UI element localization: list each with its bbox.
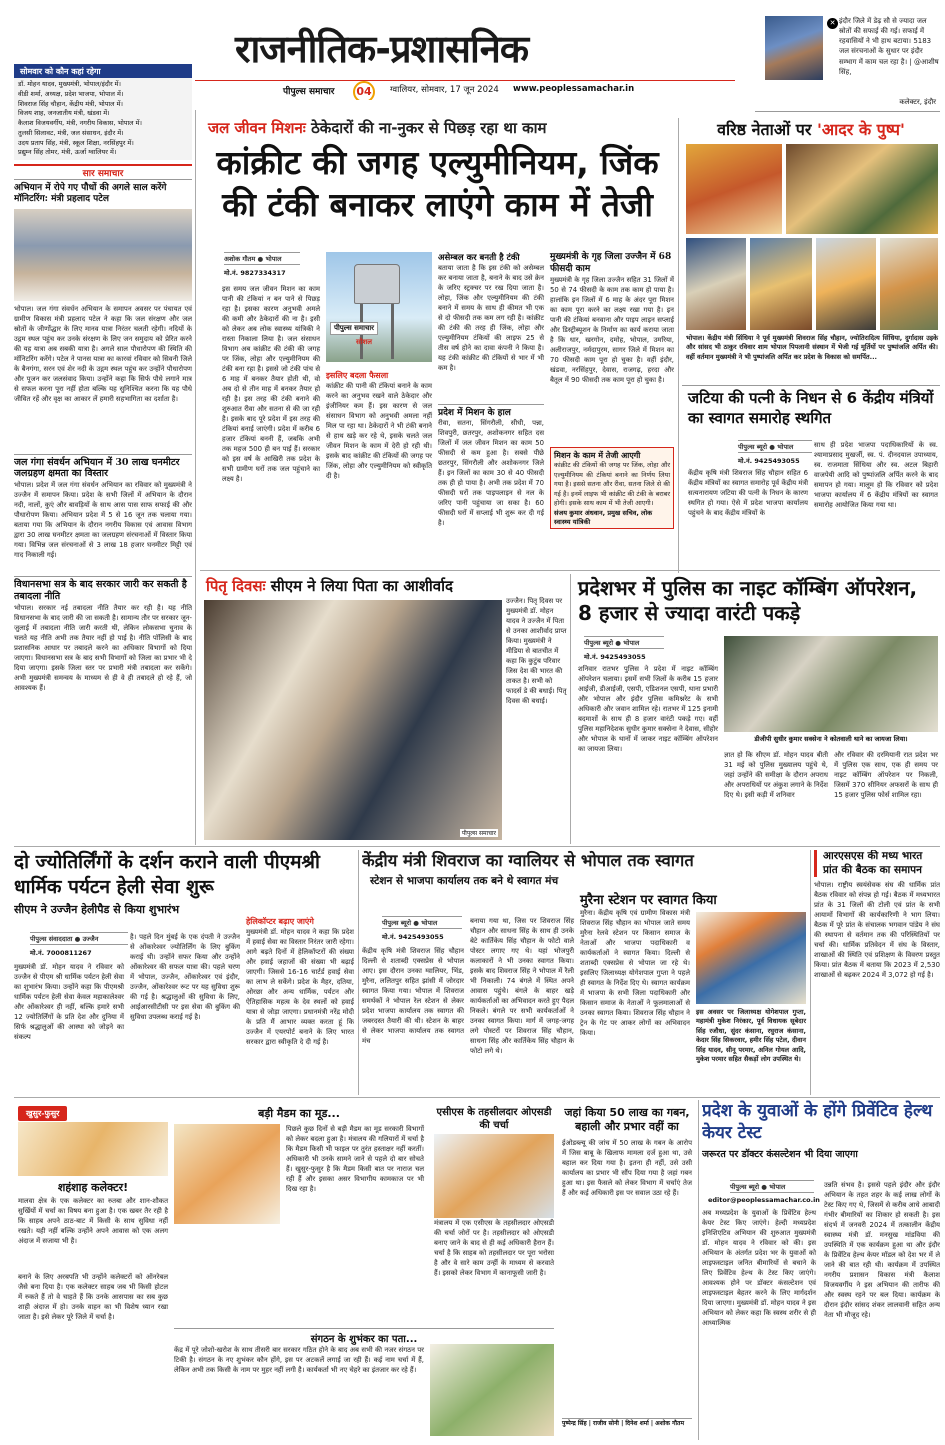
s2-headline: एसीएस के तहसीलदार ओएसडी की चर्चा: [436, 1107, 552, 1131]
shivraj-headline: केंद्रीय मंत्री शिवराज का ग्वालियर से भोपाल तक स्वागत: [362, 851, 694, 870]
shivraj-body-1: केंद्रीय कृषि मंत्री शिवराज सिंह चौहान दिल्ली से शताब्दी एक्सप्रेस से भोपाल आए। इस दौरान उनका ग्वालियर, भिंड, मुरैना, ललितपुर सहित झांसी में जोरदार स्वागत किया गया। भोपाल में शिवराज समर्थकों ने भोपाल रेल स्टेशन से लेकर प्रदेश भाजपा कार्यालय तक स्वागत की जबरदस्त तैयारी की थी। स्टेशन के बाहर से लेकर भाजपा कार्यालय तक स्वागत मंच: [362, 947, 464, 1045]
byline-city: भोपाल: [421, 919, 438, 927]
list-item: डॉ. मोहन यादव, मुख्यमंत्री, भोपाल/इंदौर में।: [18, 80, 122, 88]
byline-name: अशोक गौतम: [224, 255, 256, 263]
pitru-kicker: पितृ दिवसः: [206, 577, 266, 595]
jatiya-story: [682, 385, 940, 573]
shivraj-sub2-headline: मुरैना स्टेशन पर स्वागत किया: [580, 893, 717, 908]
brief2-headline: जल गंगा संवर्धन अभियान में 30 लाख घनमीटर जलग्रहण क्षमता का विस्तार: [14, 454, 192, 481]
sub2-headline: असेम्बल कर बनती है टंकी: [438, 253, 520, 263]
ujjain-quote-box: [550, 447, 674, 529]
shivraj-caption: इस अवसर पर जिलाध्यक्ष योगेशपाल गुप्ता, महामंत्री मुकेश निरंकार, पूर्व विधायक सूबेदार सिंह रजौधा, सुंदर कंसाना, रघुराज कंसाना, केदार सिंह सिकरवार, हमीर सिंह पटेल, दीवान सिंह यादव, सीनू परमार, अनिल गोयल आदि, मुकेश परमार सहित सैकड़ों लोग उपस्थित थे।: [696, 1008, 806, 1064]
health-story: [702, 1100, 940, 1440]
s1-body: पिछले कुछ दिनों से बड़ी मैडम का मूड सरकारी विभागों को लेकर बदला हुआ है। मंत्रालय की गलियारों में चर्चा है कि मैडम किसी भी फाइल पर तुरंत हस्ताक्षर नहीं करतीं। अधिकारी भी उनके सामने जाने से पहले दो बार सोचते हैं। खुसुर-फुसुर है कि मैडम किसी बात पर नाराज चल रही हैं और इसका असर विभागीय कामकाज पर भी दिख रहा है।: [286, 1125, 424, 1193]
senior-title-a: वरिष्ठ नेताओं पर: [717, 120, 812, 139]
byline-name: पीपुल्स ब्यूरो: [584, 639, 614, 647]
tank-photo: [326, 252, 432, 362]
divider: [698, 1100, 699, 1440]
jatiya-body-2: साथ ही प्रदेश भाजपा पदाधिकारियों के स्व. श्यामाप्रसाद मुखर्जी, स्व. पं. दीनदयाल उपाध्याय, स्व. राजमाता सिंधिया और स्व. अटल बिहारी वाजपेयी आदि को पुष्पांजलि अर्पित करने के बाद समापन हो गया। मालूम हो कि रविवार को प्रदेश भाजपा कार्यालय में 6 केंद्रीय मंत्रियों का स्वागत समारोह आयोजित किया गया था।: [814, 441, 938, 509]
list-item: कैलाश विजयवर्गीय, मंत्री, नगरीय विकास, भोपाल में।: [18, 119, 143, 127]
lead-sub3: [438, 404, 544, 563]
gossip-s1: [174, 1106, 424, 1193]
senior-photo-3: [686, 238, 746, 330]
heli-byline: पीपुल्स संवाददाता ● उज्जैन: [30, 932, 128, 945]
divider: [200, 570, 940, 571]
senior-photo-2: [786, 144, 938, 234]
police-story: [574, 574, 940, 844]
gossip-banner: खुसुर-फुसुर: [18, 1106, 67, 1121]
gossip-s2: [434, 1106, 554, 1318]
sub2-body: बताया जाता है कि इस टंकी को असेम्बल कर बनाया जाता है, बनाने के बाद उसे क्रेन के जरिए स्ट्रक्चर पर रख दिया जाता है। लोहा, जिंक और एल्युमीनियम की टंकी बनाने में समय के साथ ही कीमत भी एक से दो फीसदी तक कम लग रही है। कांक्रीट की टंकी की तरह ही जिंक, लोहा और एल्युमीनियम टंकियों की लाइफ 25 से तीस वर्ष होने का दावा कंपनी ने किया है। यह टंकी कांक्रीट की टंकियों से भार में भी कम है।: [438, 264, 544, 372]
ujjain-quote-by: संजय कुमार अंधवान, प्रमुख सचिव, लोक स्वास्थ्य यांत्रिकी: [554, 509, 653, 527]
ujjain-box: [550, 252, 674, 529]
heli-story: [14, 850, 354, 1095]
shivraj-story: [362, 850, 808, 1095]
health-body-1: अब मध्यप्रदेश के युवाओं के प्रिवेंटिव हेल्थ केयर टेस्ट किए जाएंगे। हेल्दी मध्यप्रदेश इनिशिएटिव अभियान की शुरुआत मुख्यमंत्री डॉ. मोहन यादव ने रविवार को की। इस अभियान के अंतर्गत प्रदेश भर के युवाओं को लाइफस्टाइल जनित बीमारियों से बचाने के लिए प्रिवेंटिव हेल्थ के टेस्ट किए जाएंगे। आवश्यक होने पर डॉक्टर कंसल्टेशन एवं लाइफस्टाइल बेहतर करने के लिए मार्गदर्शन दिया जाएगा। मुख्यमंत्री डॉ. मोहन यादव ने इस अभियान को लेकर कहा कि स्वस्थ शरीर से ही आध्यात्मिक: [702, 1209, 816, 1327]
s2-cartoon: [434, 1134, 554, 1218]
divider: [14, 1097, 940, 1098]
byline-name: पीपुल्स संवाददाता: [30, 935, 73, 943]
gossip-credits: पुष्पेन्द्र सिंह | राजीव सोनी | दिनेश शर्मा | अशोक गौतम: [562, 1418, 692, 1427]
brief1-photo: [14, 209, 192, 301]
shivraj-subhead: स्टेशन से भाजपा कार्यालय तक बने थे स्वागत मंच: [370, 875, 559, 888]
senior-title-b: 'आदर के पुष्प': [816, 120, 905, 139]
byline-city: भोपाल: [777, 443, 794, 451]
police-headline: प्रदेशभर में पुलिस का नाइट कॉम्बिंग ऑपरेशन, 8 हजार से ज्यादा वारंटी पकड़े: [578, 576, 918, 625]
health-body-2: उन्नति संभव है। इससे पहले इंदौर और इंदौर अभियान के तहत शहर के कई लाख लोगों के टेस्ट किए गए थे, जिसमें से करीब आधे आबादी गंभीर बीमारियों का शिकार हो सकती है। इस संदर्भ में जनवरी 2024 में तत्कालीन केंद्रीय स्वास्थ्य मंत्री डॉ. मनसुख मांडविया की उपस्थिति में एक कार्यक्रम हुआ था और इंदौर के प्रिवेंटिव हेल्थ केयर मॉडल को देश भर में ले जाने की बात रही थी। कार्यक्रम में उपस्थित नगरीय प्रशासन विकास मंत्री कैलाश विजयवर्गीय ने इस अभियान की तारीफ की और स्वस्थ रहने पर बल दिया। कार्यक्रम के दौरान इंदौर सांसद शंकर लालवानी सहित अन्य नेता भी मौजूद रहे।: [824, 1181, 940, 1319]
police-byline: पीपुल्स ब्यूरो ● भोपाल: [584, 636, 664, 649]
ujjain-body: मुख्यमंत्री के गृह जिला उज्जैन सहित 31 जिलों में 50 से 74 फीसदी के काम तक काम हो पाया है। हालांकि इन जिलों में 6 माह के अंदर पूरा मिशन का काम पूरा करने का लक्ष्य रखा गया है। इन पानी की टंकियां बनवाना और पाइप लाइन सप्लाई और डिस्ट्रीब्यूशन के निर्माण का कार्य कराया जाता है कि धार, खरगोन, दमोह, भोपाल, उमरिया, अलीराजपुर, नर्मदापुरम, सागर जिले में मिशन का 70 फीसदी काम पूरा हो चुका है। वहीं इंदौर, खंडवा, नरसिंहपुर, देवास, राजगढ़, हरदा और बैतूल में 90 फीसदी तक काम पूरा हो चुका है।: [550, 276, 674, 385]
gossip-body: बनाने के लिए अरबपति भी उन्होंने कलेक्टरों को ऑनरेबल जैसे बना दिया है। एक कलेक्टर साहब जब भी किसी होटल में रुकते हैं तो वे चाहते हैं कि उनके आसपास का सब कुछ शाही अंदाज में हो। उनके वाहन का भी विशेष ध्यान रखा जाता है। इसे लेकर पूरे जिले में चर्चा है।: [18, 1273, 168, 1321]
senior-photo-6: [880, 238, 938, 330]
dateline: ग्वालियर, सोमवार, 17 जून 2024: [390, 85, 499, 95]
s4-headline: संगठन के शुभंकर का पता...: [174, 1328, 554, 1345]
shivraj-photo: [696, 912, 806, 1004]
divider: [195, 110, 196, 845]
lead-byline: अशोक गौतम ● भोपाल: [224, 252, 300, 265]
section-title: राजनीतिक-प्रशासनिक: [235, 27, 529, 71]
senior-leaders: [682, 118, 940, 380]
shivraj-sub2: [580, 890, 806, 1064]
senior-photo-4: [750, 238, 812, 330]
indore-text: इंदौर जिले में डेढ़ सौ से ज्यादा जल स्रोतों की सफाई की गई। सफाई में रहवासियों ने भी हाथ बटाया। 5183 जल संरचनाओं के सुधार पर इंदौर सम्भाग में काम चल रहा है। | @आशीष सिंह,: [839, 17, 939, 76]
rss-story: [814, 850, 940, 1095]
saar-title: सार समाचार: [14, 164, 192, 180]
lead-kicker-row: [200, 118, 675, 138]
gossip-intro: मालवा क्षेत्र के एक कलेक्टर का रुतबा और शान-शौकत सुर्खियों में चर्चा का विषय बना हुआ है। एक खबर तैर रही है कि साहब अपने ठाठ-बाट में किसी के साथ सुविधा नहीं रखते। यही नहीं बल्कि उन्होंने अपने आवास को एक अलग अंदाज में सजाया भी है।: [18, 1197, 168, 1245]
health-headline: प्रदेश के युवाओं के होंगे प्रिवेंटिव हेल्थ केयर टेस्ट: [702, 1101, 933, 1144]
shivraj-sub2-body: मुरैना। केंद्रीय कृषि एवं ग्रामीण विकास मंत्री शिवराज सिंह चौहान का भोपाल जाते समय मुरैना रेलवे स्टेशन पर किसान समाज के नेताओं और भाजपा पदाधिकारी व कार्यकर्ताओं ने स्वागत किया। दिल्ली से शताब्दी एक्सप्रेस से भोपाल जा रहे थे। इसलिए जिलाध्यक्ष योगेशपाल गुप्ता ने पहले ही स्वागत के निर्देश दिए थे। स्वागत कार्यक्रम में भाजपा के सभी जिला पदाधिकारी और किसान समाज के नेताओं ने फूलमालाओं से उनका स्वागत किया। शिवराज सिंह चौहान ने ट्रेन के गेट पर आकर लोगों का अभिवादन किया।: [580, 909, 690, 1037]
senior-title: [682, 118, 940, 140]
paper-name: पीपुल्स समाचार: [283, 87, 335, 97]
gossip-s4: [174, 1328, 554, 1429]
health-byline: पीपुल्स ब्यूरो ● भोपाल: [730, 1180, 814, 1193]
heli-sub2-headline: हेलिकॉप्टर बढ़ाए जाएंगे: [246, 917, 314, 926]
brief3-headline: विधानसभा सत्र के बाद सरकार जारी कर सकती है तबादला नीति: [14, 576, 192, 603]
senior-photo-5: [816, 238, 876, 330]
police-body-3: और रविवार की दरमियानी रात प्रदेश भर में पुलिस एक साथ, एक ही समय पर नाइट कॉम्बिंग ऑपरेशन पर निकली, जिसमें 370 सीनियर अफसरों के साथ ही 15 हजार पुलिस फोर्स शामिल रहा।: [834, 751, 938, 799]
brief3-body: भोपाल। सरकार नई तबादला नीति तैयार कर रही है। यह नीति विधानसभा के बाद जारी की जा सकती है। सामान्य तौर पर सरकार जून-जुलाई में तबादला नीति जारी करती थी, लेकिन लोकसभा चुनाव के चलते यह नीति अभी तक तैयार नहीं हो पाई है। नीति पॉलिसी के बाद प्रशासनिक आधार पर तबादले करने का अधिकार विभागों को दिया जाएगा। विधानसभा सत्र के बाद सभी विभागों को जिला का प्रभार भी दे दिया जाएगा। इसके जिला स्तर पर प्रभारी मंत्री तबादला कर सकेंगे। अभी मुख्यमंत्री समन्वय के माध्यम से ही वे ही तबादले हो रहे हैं, जो आवश्यक हैं।: [14, 604, 192, 692]
brief1-body: भोपाल। जल गंगा संवर्धन अभियान के समापन अवसर पर पंचायत एवं ग्रामीण विकास मंत्री प्रहलाद पटेल ने कहा कि जल संरक्षण और जल स्रोतों के जीर्णोद्धार के लिए मानव यात्रा निरंतर चलती रहेगी। नदियों के उद्गम स्थल पहुंच कर उनके संरक्षण के लिए जन समुदाय को प्रेरित करने की यह यात्रा अब सबकी यात्रा है। अगले साल पौधारोपण की स्थिति की मॉनिटरिंग करेंगे। पटेल ने पानस यात्रा का कारवां रविवार को सिवनी जिले के बैनगंगा, सरन एवं शेर नदी के उद्गम स्थल पहुंच कर उन्होंने पौधारोपण और पूजन कर जलसंवाद किया। उन्होंने कहा कि सिर्फ पौधे लगाने मात्र से सफल करना पूरा नहीं होता बल्कि यह सुनिश्चित करना कि यह पौधे जीवित रहें और वृक्ष का आकार लें हमारी सहभागिता का दर्शाता है।: [14, 304, 192, 403]
divider: [678, 118, 679, 573]
lead-sub1: [326, 370, 432, 561]
shivraj-byline: पीपुल्स ब्यूरो ● भोपाल: [382, 916, 462, 929]
health-subhead: जरूरत पर डॉक्टर कंसल्टेशन भी दिया जाएगा: [702, 1149, 858, 1161]
list-item: तुलसी सिलावट, मंत्री, जल संसाधन, इंदौर में।: [18, 128, 124, 137]
lead-body: इस समय जल जीवन मिशन का काम पानी की टंकियां न बन पाने से पिछड़ रहा है। इसका कारण अनुभवी अमले की कमी और ठेकेदारों की ना है। इसी को लेकर अब लोक स्वास्थ्य यांत्रिकी ने रास्ता निकाला लिया है। जल संसाधन विभाग अब कांक्रीट की टंकी की जगह पर जिंक, लोहा और एल्युमीनियम की टंकी बना रहा है। इससे जो टंकी पांच से 6 माह में बनकर तैयार होती थी, वो अब दो से तीन माह में बनकर तैयार हो रही है। इस तरह की टंकी बनाने की शुरुआत रीवा और सतना से की जा रही है। इसके बाद पूरे प्रदेश में इस तरह की टंकियां बनाई जाएंगी। प्रदेश में करीब 6 हजार टंकियां बननी हैं, जबकि अभी तक महज 500 ही बन पाई हैं। सरकार को इस वर्ष के आखिरी तक प्रदेश के सभी ग्रामीण घरों तक जल पहुंचाने का लक्ष्य है।: [222, 285, 320, 483]
indore-collector-box: [755, 14, 940, 112]
pitru-side-text: उज्जैन। पितृ दिवस पर मुख्यमंत्री डॉ. मोहन यादव ने उज्जैन में पिता से उनका आशीर्वाद प्राप्त किया। मुख्यमंत्री ने मीडिया से बातचीत में कहा कि कुटुंब परिवार जिस देश की भारत की ताकत है। सभी को फादर्स डे की बधाई। पितृ दिवस की बधाई।: [506, 597, 567, 705]
s1-cartoon: [174, 1124, 280, 1224]
sub1-body: कांक्रीट की पानी की टंकियां बनाने के काम करने का अनुभव रखने वाले ठेकेदार और इंजीनियर कम हैं। इस कारण से जल संसाधन विभाग को अनुभवी अमला नहीं मिल पा रहा था। ठेकेदारों ने भी टंकी बनाने से हाथ खड़े कर रहे थे, इसके चलते जल जीवन मिशन के काम में देरी हो रही थी। इसके बाद कांक्रीट की टंकियों की जगह पर जिंक, लोहा और एल्युमीनियम को स्वीकृति दी है।: [326, 382, 432, 480]
gossip-cartoon-1: [18, 1122, 168, 1176]
heli-body-2: है। पहले दिन मुंबई के एक दंपती ने उज्जैन से ओंकारेश्वर ज्योतिर्लिंग के लिए बुकिंग कराई थी। उन्होंने सफर किया और उन्होंने ओंकारेश्वर की सफल यात्रा की। पहले चरण में भोपाल, उज्जैन, ओंकारेश्वर एवं इंदौर, उज्जैन, ओंकारेश्वर रूट पर यह सुविधा शुरू की गई है। श्रद्धालुओं की सुविधा के लिए, आईआरसीटीसी पर इस सेवा की बुकिंग की सुविधा उपलब्ध कराई गई है।: [130, 933, 240, 1021]
lead-kicker-rest: ठेकेदारों की ना-नुकर से पिछड़ रहा था काम: [311, 119, 547, 137]
pitru-headline: सीएम ने लिया पिता का आशीर्वाद: [270, 577, 453, 595]
indore-designation: कलेक्टर, इंदौर: [899, 98, 936, 106]
gossip-title: शहंशाह कलेक्टर!: [57, 1181, 129, 1194]
pitru-headline-row: [200, 574, 570, 598]
byline-name: पीपुल्स ब्यूरो: [382, 919, 412, 927]
tank-shape: [354, 264, 400, 304]
byline-name: पीपुल्स ब्यूरो: [738, 443, 768, 451]
divider: [14, 846, 940, 847]
byline-name: पीपुल्स ब्यूरो: [730, 1183, 760, 1191]
gossip-s3: [562, 1106, 692, 1364]
divider: [570, 574, 571, 844]
left-sidebar: [14, 64, 192, 842]
x-icon: ✕: [827, 18, 838, 29]
s2-body: मंत्रालय में एक एसीएस के तहसीलदार ओएसडी की चर्चा जोरों पर है। तहसीलदार को ओएसडी बनाए जाने के बाद से ही कई अधिकारी हैरान हैं। चर्चा है कि साहब को तहसीलदार पर पूरा भरोसा है और वे सारे काम उन्हीं के माध्यम से करवाते हैं। इसको लेकर विभाग में कानाफूसी जारी है।: [434, 1219, 554, 1277]
divider: [358, 850, 359, 1095]
police-body-1: शनिवार रातभर पुलिस ने प्रदेश में नाइट कॉम्बिंग ऑपरेशन चलाया। इसमें सभी जिलों के करीब 15 हजार आईजी, डीआईजी, एसपी, एडिशनल एसपी, थाना प्रभारी और भोपाल और इंदौर पुलिस कमिश्नरेट के सभी अधिकारी और जवान शामिल रहे। रातभर में 125 इनामी बदमाशों के साथ ही 8 हजार वारंटी पकड़े गए। वहीं पुलिस महानिदेशक सुधीर कुमार सक्सेना ने देवास, सीहोर और भोपाल के थानों में जाकर नाइट कॉम्बिंग ऑपरेशन का जायजा लिया।: [578, 665, 718, 753]
list-item: विजय शाह, जनजातीय मंत्री, खंडवा में।: [18, 109, 110, 118]
masthead: [195, 22, 735, 100]
lead-headline: कांक्रीट की जगह एल्युमीनियम, जिंक की टंकी बनाकर लाएंगे काम में तेजी: [216, 143, 659, 224]
brief1-headline: अभियान में रोपे गए पौधों की अगले साल करेंगे मॉनिटरिंग: मंत्री प्रहलाद पटेल: [14, 183, 167, 205]
masthead-line: [195, 80, 735, 81]
senior-caption: भोपाल। केंद्रीय मंत्री सिंधिया ने पूर्व मुख्यमंत्री शिवराज सिंह चौहान, ज्योतिरादित्य सिंधिया, दुर्गादास उइके और सांसद भी ठाकुर रविवार शाम भोपाल पिपलानी संस्थान में भेजी गई मूर्तियों पर पुष्पांजलि अर्पित की। वहीं वर्तमान मुख्यमंत्री ने भी पुष्पांजलि अर्पित कर प्रदेश के विकास को समर्पित...: [686, 334, 938, 361]
lead-kicker: जल जीवन मिशनः: [208, 119, 306, 137]
s1-headline: बड़ी मैडम का मूड...: [258, 1107, 340, 1120]
list-item: वीडी शर्मा, अध्यक्ष, प्रदेश भाजपा, भोपाल में।: [18, 89, 124, 98]
brief2-body: भोपाल। प्रदेश में जल गंगा संवर्धन अभियान का रविवार को मुख्यमंत्री ने उज्जैन में समापन किया। प्रदेश के सभी जिलों में अभियान के दौरान नदी, नालों, कुएं और बावड़ियों के साथ आस पास साफ सफाई की और पौधारोपण किया। अभियान प्रदेश में 5 से 16 जून तक चलाया गया। बताया गया कि अभियान के दौरान नगरीय विकास एवं आवास विभाग द्वारा 30 लाख घनमीटर क्षमता का जलग्रहण संरचनाओं में विस्तार किया गया। विभिन्न जल संरचनाओं से 3 लाख 18 हजार घनमीटर मिट्टी एवं गाद निकाली गई।: [14, 481, 192, 560]
jatiya-byline: पीपुल्स ब्यूरो ● भोपाल: [738, 440, 812, 453]
shivraj-phone: मो.नं. 9425493055: [382, 933, 444, 941]
jatiya-headline: जटिया की पत्नी के निधन से 6 केंद्रीय मंत्रियों का स्वागत समारोह स्थगित: [688, 389, 934, 427]
byline-city: उज्जैन: [82, 935, 99, 943]
police-body-2: ज्ञात हो कि सीएम डॉ. मोहन यादव बीती 31 मई को पुलिस मुख्यालय पहुंचे थे, जहां उन्होंने की समीक्षा के दौरान अपराध और अपराधियों पर अंकुश लगाने के निर्देश दिए थे। इसी कड़ी में शनिवार: [724, 751, 828, 799]
page-number: 04: [353, 81, 375, 100]
heli-phone: मो.नं. 7000811267: [30, 949, 92, 957]
photo-credit: पीपुल्स समाचार: [461, 830, 496, 837]
rss-headline: आरएसएस की मध्य भारत प्रांत की बैठक का समापन: [814, 850, 940, 877]
byline-city: भोपाल: [769, 1183, 786, 1191]
gossip-section: [14, 1100, 694, 1440]
sub3-headline: प्रदेश में मिशन के हाल: [438, 404, 544, 418]
list-item: शिवराज सिंह चौहान, केंद्रीय मंत्री, भोपाल में।: [18, 99, 123, 108]
pitru-photo: [204, 600, 502, 840]
s4-cartoon: [430, 1344, 554, 1436]
pitru-story: [200, 574, 570, 844]
rss-body: भोपाल। राष्ट्रीय स्वयंसेवक संघ की धार्मिक प्रांत बैठक रविवार को संपन्न हो गई। बैठक में मध्यभारत प्रांत के 31 जिलों की टोली एवं प्रांत के सभी आयामों विभागों की कार्यकारिणी ने भाग लिया। बैठक में पूरे प्रांत के संचालक भगवान पांडेय ने संघ की स्थापना से वर्तमान तक की परिस्थितियों पर चर्चा की। धार्मिक प्रतिवेदन में संघ के विस्तार, शाखाओं की स्थिति एवं प्रशिक्षण के विवरण प्रस्तुत किया। प्रांत बैठक में बताया कि 2023 में 2,530 शाखाओं से बढ़कर 2024 में 3,072 हो गई है।: [814, 881, 940, 980]
list-item: उदय प्रताप सिंह, मंत्री, स्कूल शिक्षा, नरसिंहपुर में।: [18, 138, 134, 147]
police-phone: मो.नं. 9425493055: [584, 653, 646, 661]
senior-photo-1: [686, 144, 782, 234]
s4-body: केंद्र में पूरे जोशो-खरोश के साथ तीसरी बार सरकार गठित होने के बाद अब सभी की नजर संगठन पर टिकी है। संगठन के नए शुभंकर कौन होंगे, इस पर अटकलें लगाई जा रही हैं। कई नाम चर्चा में हैं, लेकिन अभी तक किसी के नाम पर मुहर नहीं लगी है। कार्यकर्ता भी नए चेहरे का इंतजार कर रहे हैं।: [174, 1346, 424, 1374]
lead-phone: मो.नं. 9827334317: [224, 269, 286, 277]
photo-logo: [330, 322, 378, 335]
jatiya-phone: मो.नं. 9425493055: [738, 457, 800, 465]
lead-story: [200, 118, 675, 563]
collector-photo: [765, 16, 823, 80]
heli-body-1: मुख्यमंत्री डॉ. मोहन यादव ने रविवार को उज्जैन से पीएम श्री धार्मिक पर्यटन हेली सेवा का शुभारंभ किया। उन्होंने कहा कि पीएमश्री धार्मिक पर्यटन हेली सेवा केवल महाकालेश्वर और ओंकारेश्वर ही नहीं, बल्कि हमारे सभी 12 ज्योतिर्लिंगों के प्रति देश और दुनिया में सिर्फ श्रद्धालुओं की आस्था को जोड़ने का संकल्प: [14, 963, 124, 1041]
byline-city: भोपाल: [623, 639, 640, 647]
who-where-list: [14, 78, 192, 160]
website[interactable]: www.peoplessamachar.in: [513, 84, 635, 94]
s3-headline: जहां किया 50 लाख का गबन, बहाली और प्रभार वहीं का: [564, 1106, 690, 1134]
photo-tag: सोशल: [356, 338, 373, 346]
s3-body: ईओडब्ल्यू की जांच में 50 लाख के गबन के आरोप में जिस बाबू के खिलाफ मामला दर्ज हुआ था, उसे बहाल कर दिया गया है। इतना ही नहीं, उसे उसी कार्यालय का प्रभार भी सौंप दिया गया है जहां गबन हुआ था। इस फैसले को लेकर विभाग में चर्चाएं तेज हैं और कई अधिकारी इस पर सवाल उठा रहे हैं।: [562, 1138, 692, 1197]
ujjain-sub-head: मिशन के काम में तेजी आएगी: [554, 451, 641, 461]
who-where-title: सोमवार को कौन कहां रहेगा: [14, 64, 192, 78]
byline-city: भोपाल: [265, 255, 282, 263]
list-item: प्रद्युम्न सिंह तोमर, मंत्री, ऊर्जा ग्वालियर में।: [18, 148, 117, 157]
ujjain-quote: कांक्रीट की टंकियों की जगह पर जिंक, लोहा और एल्युमीनियम की टंकियां बनाने का निर्णय लिया गया है। इससे सतना और रीवा, सतना जिले से की गई है। इनमें लाइफ भी कांक्रीट की टंकी के बराबर होगी। इसके साथ काम में भी तेजी आएगी।: [554, 461, 670, 508]
shivraj-body-2: बनाया गया था, जिस पर शिवराज सिंह चौहान और साधना सिंह के साथ ही उनके बेटे कार्तिकेय सिंह चौहान के फोटो वाले पोस्टर लगाए गए थे। यहां भोजपुरी कलाकारों ने भी उनका स्वागत किया। इसके बाद शिवराज सिंह ने भोपाल में रैली भी निकाली। 74 बंगले में स्थित अपने आवास पहुंचे। बंगले के बाहर खड़े कार्यकर्ताओं का अभिवादन करते हुए पैदल निकले। बंगले पर सभी कार्यकर्ताओं ने उनका स्वागत किया। मार्ग में जगह-जगह लगे पोस्टरों पर शिवराज सिंह चौहान, साधना सिंह और कार्तिकेय सिंह चौहान के फोटो लगे थे।: [470, 917, 574, 1055]
health-email[interactable]: editor@peoplessamachar.co.in: [708, 1196, 820, 1204]
heli-headline: दो ज्योतिर्लिंगों के दर्शन कराने वाली पीएमश्री धार्मिक पर्यटन हेली सेवा शुरू: [14, 851, 320, 898]
police-photo: [724, 636, 938, 732]
photo-logo-text: पीपुल्स समाचार: [334, 324, 375, 332]
sub1-headline: इसलिए बदला फैसला: [326, 371, 389, 380]
sub3-body: रीवा, सतना, सिंगरौली, सीधी, पन्ना, शिवपुरी, छतरपुर, अशोकनगर सहित दस जिलों में जल जीवन मिशन का काम 50 फीसदी से कम हुआ है। सबसे पीछे छतरपुर, सिंगरौली और अशोकनगर जिले हैं। इन जिलों का काम 30 से 40 फीसदी तक ही हो पाया है। अभी तक प्रदेश में 70 फीसदी घरों तक पाइपलाइन से नल के जरिए पानी पहुंचाया जा सका है। 60 फीसदी घरों में सप्लाई भी शुरू कर दी गई है।: [438, 419, 544, 527]
heli-sub2: [246, 916, 354, 1093]
heli-sub2-body: मुख्यमंत्री डॉ. मोहन यादव ने कहा कि प्रदेश में हवाई सेवा का विस्तार निरंतर जारी रहेगा। आगे बढ़ते दिनों में हेलिकॉप्टरों की संख्या और हवाई जहाजों की संख्या भी बढ़ाई जाएगी। जिससे 16-16 चार्टर्ड हवाई सेवा का लाभ ले सकेंगे। प्रदेश के मैहर, दतिया, ओरछा और अन्य धार्मिक, पर्यटन और ऐतिहासिक महत्व के देव स्थलों को हवाई यात्रा से जोड़ा जाएगा। प्रधानमंत्री नरेंद्र मोदी के प्रति मैं आभार व्यक्त करता हूं कि उज्जैन में एयरपोर्ट बनाने के लिए भारत सरकार द्वारा स्वीकृति दे दी गई है।: [246, 928, 354, 1046]
heli-subhead: सीएम ने उज्जैन हेलीपैड से किया शुभारंभ: [14, 903, 180, 917]
police-caption: डीजीपी सुधीर कुमार सक्सेना ने कोतवाली थाने का जायजा लिया।: [754, 735, 908, 743]
jatiya-body-1: केंद्रीय कृषि मंत्री शिवराज सिंह चौहान सहित 6 केंद्रीय मंत्रियों का स्वागत समारोह पूर्व केंद्रीय मंत्री सत्यनारायण जटिया की पत्नी के निधन के कारण स्थगित हो गया। ऐसे में प्रदेश भाजपा कार्यालय पहुंचने के बाद केंद्रीय मंत्रियों के: [688, 469, 808, 517]
divider: [810, 850, 811, 1095]
lead-sub2: [438, 252, 544, 403]
ujjain-headline: मुख्यमंत्री के गृह जिला उज्जैन में 68 फीसदी काम: [550, 252, 672, 274]
